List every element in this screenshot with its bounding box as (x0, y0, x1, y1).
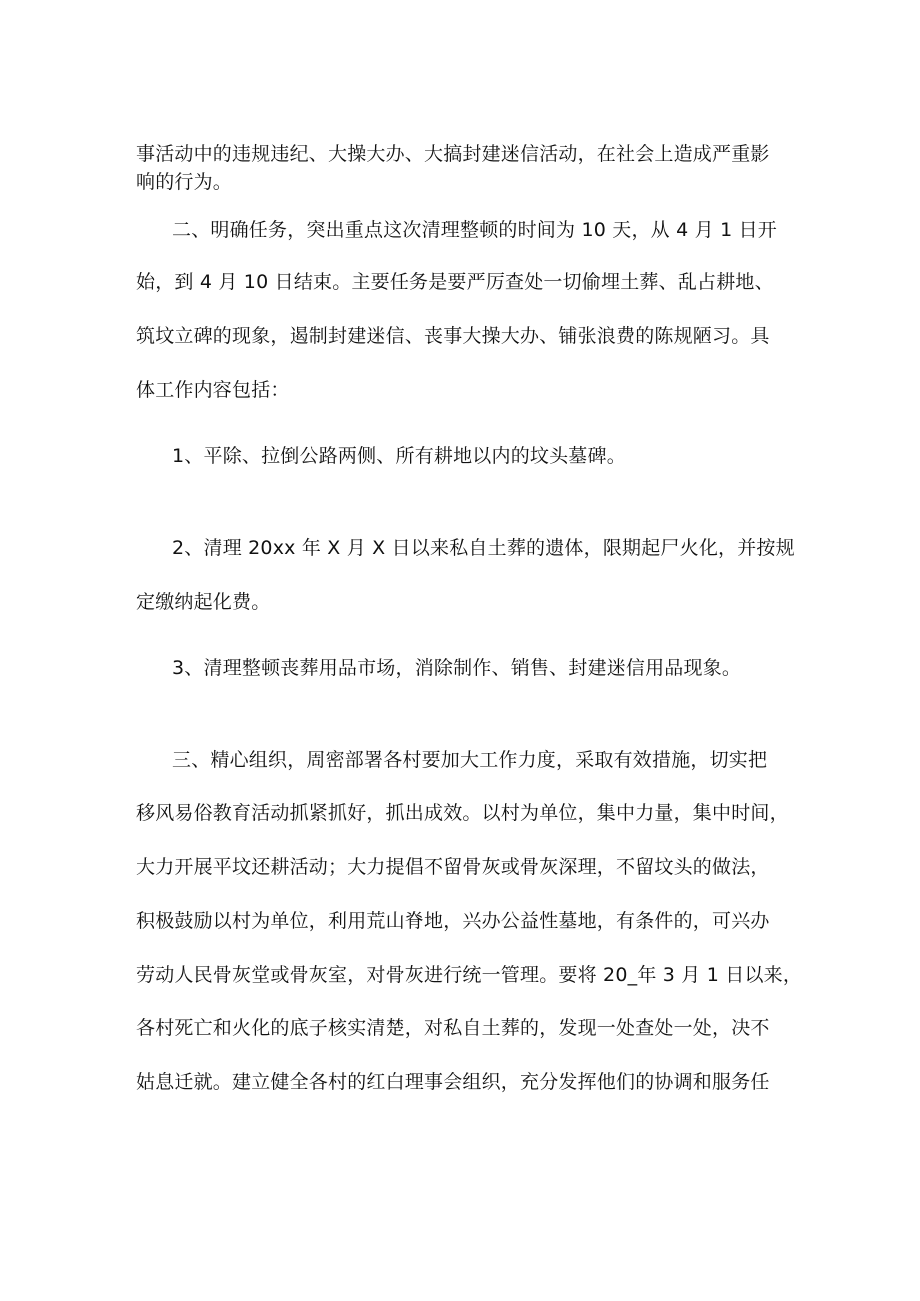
list-item-1: 1、平除、拉倒公路两侧、所有耕地以内的坟头墓碑。 (172, 445, 626, 467)
list-item-2-continued: 定缴纳起化费。 (136, 591, 271, 613)
text-line-16: 各村死亡和火化的底子核实清楚，对私自土葬的，发现一处查处一处，决不 (136, 1017, 770, 1039)
text-line-5: 筑坟立碑的现象，遏制封建迷信、丧事大操大办、铺张浪费的陈规陋习。具 (136, 325, 770, 347)
text-line-14: 积极鼓励以村为单位，利用荒山脊地，兴办公益性墓地，有条件的，可兴办 (136, 910, 770, 932)
list-item-2: 2、清理 20xx 年 X 月 X 日以来私自土葬的遗体，限期起尸火化，并按规 (172, 537, 795, 559)
text-line-6: 体工作内容包括： (136, 379, 290, 401)
section-three-heading-line: 三、精心组织，周密部署各村要加大工作力度，采取有效措施，切实把 (172, 749, 768, 771)
text-line-12: 移风易俗教育活动抓紧抓好，抓出成效。以村为单位，集中力量，集中时间， (136, 802, 789, 824)
text-line-13: 大力开展平坟还耕活动；大力提倡不留骨灰或骨灰深理，不留坟头的做法， (136, 856, 770, 878)
list-item-3: 3、清理整顿丧葬用品市场，消除制作、销售、封建迷信用品现象。 (172, 657, 742, 679)
text-line-4: 始，到 4 月 10 日结束。主要任务是要严厉查处一切偷埋土葬、乱占耕地、 (136, 271, 774, 293)
text-line-1: 事活动中的违规违纪、大操大办、大搞封建迷信活动，在社会上造成严重影 (136, 143, 770, 165)
text-line-2: 响的行为。 (136, 171, 233, 193)
section-two-heading-line: 二、明确任务，突出重点这次清理整顿的时间为 10 天，从 4 月 1 日开 (172, 219, 777, 241)
text-line-17: 姑息迁就。建立健全各村的红白理事会组织，充分发挥他们的协调和服务任 (136, 1071, 770, 1093)
text-line-15: 劳动人民骨灰堂或骨灰室，对骨灰进行统一管理。要将 20_年 3 月 1 日以来， (136, 964, 803, 986)
